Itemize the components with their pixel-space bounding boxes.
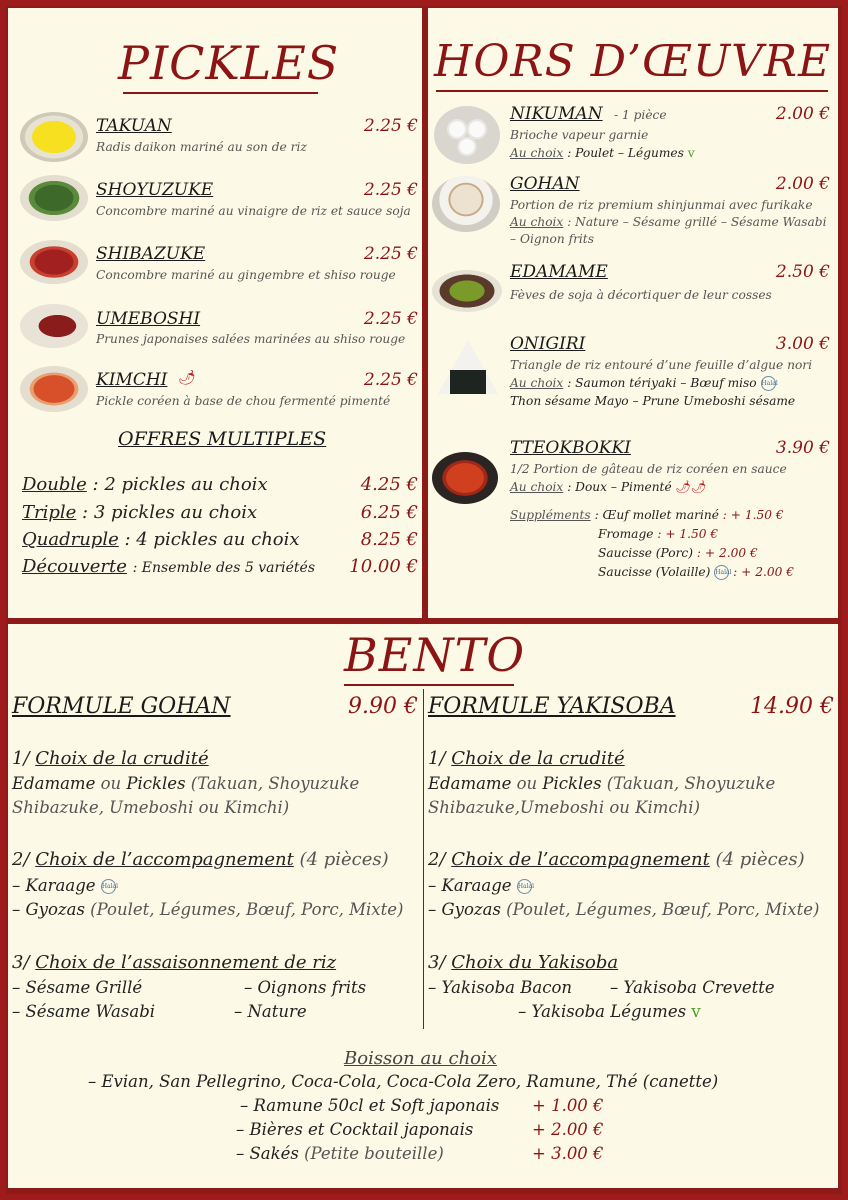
supplements-label: Suppléments	[510, 508, 591, 522]
offer-double-desc: : 2 pickles au choix	[92, 474, 268, 495]
tteokbokki-name: TTEOKBOKKI	[510, 438, 631, 458]
pickles-title: PICKLES	[118, 36, 340, 90]
halal-icon: Halal	[517, 879, 532, 894]
gohan-choice-text: : Nature – Sésame grillé – Sésame Wasabi	[567, 215, 827, 229]
step-number: 3/	[428, 952, 452, 973]
onigiri-name: ONIGIRI	[510, 334, 586, 354]
option-karaage: – Karaage	[428, 876, 512, 895]
vegetarian-leaf-icon: v	[691, 1002, 701, 1021]
offer-triple-desc: : 3 pickles au choix	[82, 502, 258, 523]
step-count: (4 pièces)	[709, 849, 805, 870]
offer-double-name: Double	[22, 474, 87, 495]
nikuman-name: NIKUMAN	[510, 104, 603, 124]
tteokbokki-choice-label: Au choix	[510, 480, 564, 494]
option-sesame-wasabi: – Sésame Wasabi	[12, 1002, 156, 1021]
yakisoba-step-3	[428, 952, 618, 973]
option-pickles: Pickles	[126, 774, 186, 793]
halal-icon: Halal	[101, 879, 116, 894]
takuan-price: 2.25 €	[363, 116, 418, 136]
step-count: (4 pièces)	[293, 849, 389, 870]
option-gyozas: – Gyozas	[12, 900, 85, 919]
supplement-name: Saucisse (Porc)	[598, 546, 693, 560]
offers-title: OFFRES MULTIPLES	[118, 428, 327, 450]
onigiri-nori	[450, 370, 486, 394]
nikuman-desc: Brioche vapeur garnie	[510, 128, 649, 142]
shoyuzuke-name: SHOYUZUKE	[96, 180, 214, 200]
offer-double-price: 4.25 €	[360, 474, 418, 495]
yakisoba-step-1-options	[428, 774, 775, 793]
gohan-karaage	[12, 876, 119, 895]
hors-title: HORS D’ŒUVRE	[434, 36, 832, 87]
option-oignons-frits: – Oignons frits	[244, 978, 367, 997]
supplement-row-3	[598, 565, 794, 580]
option-yakisoba-legumes	[518, 1002, 701, 1021]
option-or: ou	[95, 774, 127, 793]
option-yakisoba-bacon: – Yakisoba Bacon	[428, 978, 573, 997]
yakisoba-step-1-options-2: Shibazuke,Umeboshi ou Kimchi)	[428, 798, 701, 817]
option-pickles-detail: (Takuan, Shoyuzuke	[185, 774, 360, 793]
gohan-step-1	[12, 748, 209, 769]
vegetarian-leaf-icon: v	[687, 146, 695, 160]
option-edamame: Edamame	[428, 774, 512, 793]
onigiri-desc: Triangle de riz entouré d’une feuille d’algue nori	[510, 358, 813, 372]
supplement-name: Saucisse (Volaille)	[598, 565, 711, 579]
supplement-row-0	[510, 508, 784, 522]
drinks-title: Boisson au choix	[344, 1048, 497, 1069]
option-edamame: Edamame	[12, 774, 96, 793]
onigiri-choice-text: : Saumon tériyaki – Bœuf miso	[567, 376, 757, 390]
option-karaage: – Karaage	[12, 876, 96, 895]
offer-double	[22, 474, 268, 495]
gohan-desc: Portion de riz premium shinjunmai avec furikake	[510, 198, 813, 212]
yakisoba-step-1	[428, 748, 625, 769]
supplement-price: : + 1.50 €	[722, 508, 784, 522]
step-number: 2/	[428, 849, 452, 870]
formule-gohan-title: FORMULE GOHAN	[12, 694, 231, 719]
halal-icon: Halal	[761, 376, 776, 391]
shibazuke-desc: Concombre mariné au gingembre et shiso rouge	[96, 268, 396, 282]
umeboshi-image	[20, 304, 88, 348]
shoyuzuke-desc: Concombre mariné au vinaigre de riz et sauce soja	[96, 204, 411, 218]
tteokbokki-desc: 1/2 Portion de gâteau de riz coréen en sauce	[510, 462, 787, 476]
chili-icon: 🌶🌶	[675, 480, 707, 494]
supplement-row-1	[598, 527, 718, 541]
step-number: 2/	[12, 849, 36, 870]
takuan-image	[20, 112, 88, 162]
tteokbokki-price: 3.90 €	[775, 438, 830, 458]
nikuman-choice-text: : Poulet – Légumes	[567, 146, 684, 160]
nikuman-image	[434, 106, 500, 164]
supplement-name: Fromage	[598, 527, 654, 541]
gohan-choice	[510, 215, 827, 229]
umeboshi-name: UMEBOSHI	[96, 309, 201, 329]
edamame-image	[432, 270, 502, 312]
gohan-choice-2: – Oignon frits	[510, 232, 594, 246]
nikuman-qty: - 1 pièce	[614, 108, 667, 122]
pickles-title-underline	[123, 92, 318, 94]
drink-extra-1-price: + 2.00 €	[532, 1120, 604, 1139]
bento-title-underline	[344, 684, 514, 686]
offer-decouverte	[22, 556, 315, 577]
offer-triple-name: Triple	[22, 502, 77, 523]
step-label: Choix de la crudité	[35, 748, 209, 769]
step-label: Choix de l’accompagnement	[35, 849, 294, 870]
offer-quadruple-desc: : 4 pickles au choix	[124, 529, 300, 550]
shibazuke-price: 2.25 €	[363, 244, 418, 264]
kimchi-name: KIMCHI	[96, 370, 168, 390]
step-number: 1/	[428, 748, 452, 769]
drink-extra-2	[236, 1144, 444, 1163]
yakisoba-karaage	[428, 876, 535, 895]
yakisoba-step-2	[428, 849, 805, 870]
gohan-price: 2.00 €	[775, 174, 830, 194]
option-yakisoba-crevette: – Yakisoba Crevette	[610, 978, 775, 997]
option-pickles: Pickles	[542, 774, 602, 793]
option-gyozas-detail: (Poulet, Légumes, Bœuf, Porc, Mixte)	[84, 900, 404, 919]
option-gyozas-detail: (Poulet, Légumes, Bœuf, Porc, Mixte)	[500, 900, 820, 919]
drink-extra-0-price: + 1.00 €	[532, 1096, 604, 1115]
shoyuzuke-image	[20, 175, 88, 221]
tteokbokki-choice	[510, 480, 707, 494]
gohan-image	[432, 176, 500, 232]
offer-quadruple-name: Quadruple	[22, 529, 119, 550]
gohan-step-1-options-2: Shibazuke, Umeboshi ou Kimchi)	[12, 798, 290, 817]
shibazuke-name: SHIBAZUKE	[96, 244, 206, 264]
onigiri-price: 3.00 €	[775, 334, 830, 354]
onigiri-choice-label: Au choix	[510, 376, 564, 390]
nikuman-choice	[510, 146, 695, 160]
edamame-price: 2.50 €	[775, 262, 830, 282]
step-label: Choix du Yakisoba	[451, 952, 619, 973]
column-divider	[423, 689, 424, 1029]
umeboshi-price: 2.25 €	[363, 309, 418, 329]
kimchi-image	[20, 366, 88, 412]
gohan-step-2	[12, 849, 389, 870]
hors-doeuvre-panel	[428, 8, 838, 618]
onigiri-choice	[510, 376, 776, 391]
gohan-step-3	[12, 952, 336, 973]
option-yakisoba-legumes-label: – Yakisoba Légumes	[518, 1002, 687, 1021]
offer-decouverte-price: 10.00 €	[349, 556, 418, 577]
bento-title: BENTO	[344, 628, 526, 682]
drink-extra-1-label: – Bières et Cocktail japonais	[236, 1120, 474, 1139]
supplement-price: : + 2.00 €	[696, 546, 758, 560]
bento-panel	[8, 624, 838, 1188]
drink-extra-2-detail: (Petite bouteille)	[298, 1144, 444, 1163]
supplement-price: : + 1.50 €	[657, 527, 719, 541]
formule-yakisoba-price: 14.90 €	[750, 694, 834, 719]
onigiri-choice-2: Thon sésame Mayo – Prune Umeboshi sésame	[510, 394, 796, 408]
formule-yakisoba-title: FORMULE YAKISOBA	[428, 694, 676, 719]
chili-icon: 🌶	[178, 370, 196, 386]
drink-extra-0-label: – Ramune 50cl et Soft japonais	[240, 1096, 500, 1115]
gohan-name: GOHAN	[510, 174, 580, 194]
step-number: 1/	[12, 748, 36, 769]
gohan-step-1-options	[12, 774, 359, 793]
drink-extra-2-label: – Sakés	[236, 1144, 299, 1163]
gohan-gyozas	[12, 900, 403, 919]
supplement-price: : + 2.00 €	[733, 565, 794, 579]
offer-triple-price: 6.25 €	[360, 502, 418, 523]
halal-icon: Halal	[714, 565, 729, 580]
kimchi-price: 2.25 €	[363, 370, 418, 390]
step-number: 3/	[12, 952, 36, 973]
hors-title-underline	[436, 90, 828, 92]
shibazuke-image	[20, 240, 88, 284]
tteokbokki-image	[432, 452, 498, 504]
gohan-choice-label: Au choix	[510, 215, 564, 229]
step-label: Choix de l’accompagnement	[451, 849, 710, 870]
offer-decouverte-desc: : Ensemble des 5 variétés	[132, 560, 316, 576]
drink-extra-2-price: + 3.00 €	[532, 1144, 604, 1163]
nikuman-price: 2.00 €	[775, 104, 830, 124]
shoyuzuke-price: 2.25 €	[363, 180, 418, 200]
nikuman-choice-label: Au choix	[510, 146, 564, 160]
offer-decouverte-name: Découverte	[22, 556, 127, 577]
umeboshi-desc: Prunes japonaises salées marinées au shiso rouge	[96, 332, 406, 346]
formule-gohan-price: 9.90 €	[348, 694, 418, 719]
step-label: Choix de la crudité	[451, 748, 625, 769]
supplement-name: : Œuf mollet mariné	[594, 508, 719, 522]
step-label: Choix de l’assaisonnement de riz	[35, 952, 337, 973]
supplement-row-2	[598, 546, 758, 560]
takuan-name: TAKUAN	[96, 116, 172, 136]
edamame-desc: Fèves de soja à décortiquer de leur cosses	[510, 288, 772, 302]
option-or: ou	[511, 774, 543, 793]
tteokbokki-choice-text: : Doux – Pimenté	[567, 480, 672, 494]
option-gyozas: – Gyozas	[428, 900, 501, 919]
offer-quadruple-price: 8.25 €	[360, 529, 418, 550]
option-pickles-detail: (Takuan, Shoyuzuke	[601, 774, 776, 793]
drinks-line-1: – Evian, San Pellegrino, Coca-Cola, Coca-Cola Zero, Ramune, Thé (canette)	[88, 1072, 719, 1091]
option-nature: – Nature	[234, 1002, 307, 1021]
kimchi-desc: Pickle coréen à base de chou fermenté pimenté	[96, 394, 391, 408]
pickles-panel	[8, 8, 422, 618]
edamame-name: EDAMAME	[510, 262, 608, 282]
takuan-desc: Radis daikon mariné au son de riz	[96, 140, 307, 154]
offer-triple	[22, 502, 257, 523]
yakisoba-gyozas	[428, 900, 819, 919]
option-sesame-grille: – Sésame Grillé	[12, 978, 143, 997]
offer-quadruple	[22, 529, 300, 550]
